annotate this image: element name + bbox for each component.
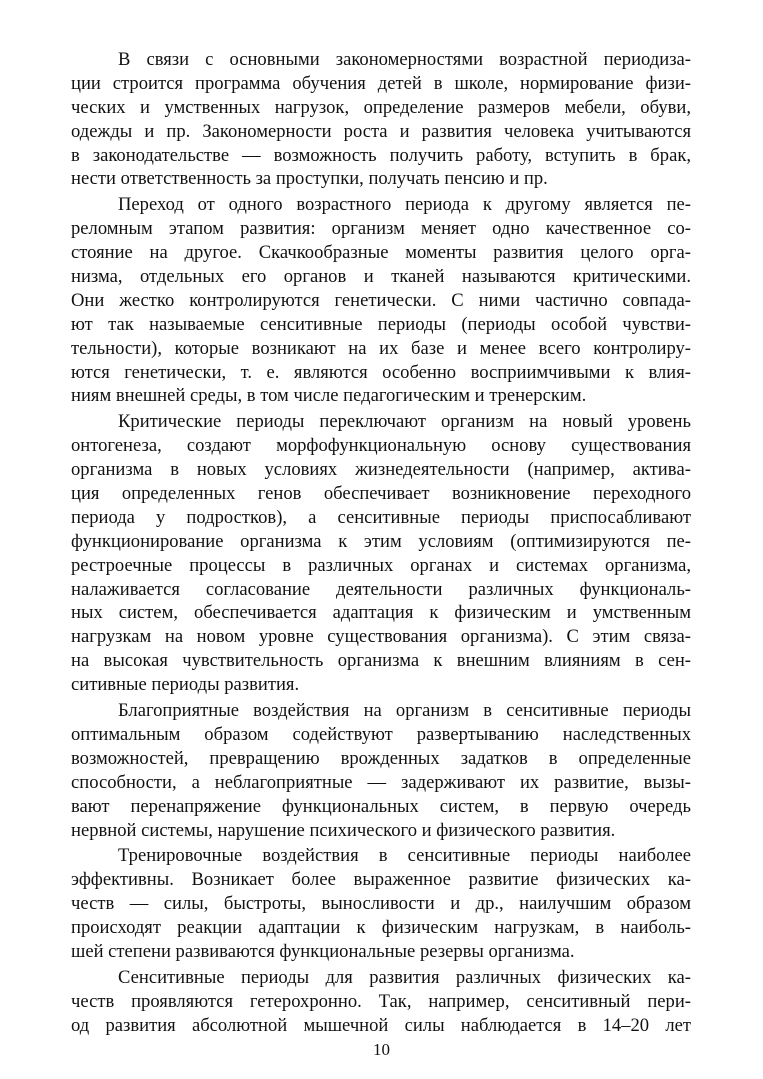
paragraph <box>71 410 691 697</box>
text-line: Сенситивные периоды для развития различных физических ка- <box>118 966 691 988</box>
text-line: ситивные периоды развития. <box>71 674 300 696</box>
text-line: на высокая чувствительность организма к внешним влияниям в сен- <box>71 650 691 672</box>
text-line: рестроечные процессы в различных органах и системах организма, <box>71 554 691 576</box>
text-line: Тренировочные воздействия в сенситивные периоды наиболее <box>118 845 691 867</box>
text-line: тельности), которые возникают на их базе и менее всего контролиру- <box>71 337 691 359</box>
text-line: честв проявляются гетерохронно. Так, например, сенситивный пери- <box>71 990 691 1012</box>
text-line: низма, отдельных его органов и тканей называются критическими. <box>71 266 691 288</box>
paragraph <box>71 844 691 963</box>
text-line: ют так называемые сенситивные периоды (периоды особой чувстви- <box>71 313 691 335</box>
paragraph <box>71 48 691 191</box>
text-line: нервной системы, нарушение психического и физического развития. <box>71 819 616 841</box>
page-number: 10 <box>373 1040 390 1059</box>
text-line: периода у подростков), а сенситивные периоды приспосабливают <box>71 506 691 528</box>
text-line: функционирование организма к этим условиям (оптимизируются пе- <box>71 530 691 552</box>
text-line: Они жестко контролируются генетически. С ними частично совпада- <box>71 289 691 311</box>
text-line: происходят реакции адаптации к физическим нагрузкам, в наиболь- <box>71 917 691 939</box>
text-line: онтогенеза, создают морфофункциональную основу существования <box>71 435 691 457</box>
paragraph <box>71 699 691 842</box>
text-line: честв — силы, быстроты, выносливости и др., наилучшим образом <box>71 893 691 915</box>
text-line: ции строится программа обучения детей в школе, нормирование физи- <box>71 72 691 94</box>
text-line: од развития абсолютной мышечной силы наблюдается в 14–20 лет <box>71 1014 691 1036</box>
text-line: нагрузкам на новом уровне существования организма). С этим связа- <box>71 626 691 648</box>
text-line: стояние на другое. Скачкообразные моменты развития целого орга- <box>71 242 691 264</box>
text-line: способности, а неблагоприятные — задерживают их развитие, вызы- <box>71 771 691 793</box>
text-line: Благоприятные воздействия на организм в сенситивные периоды <box>118 700 691 722</box>
text-line: в законодательстве — возможность получить работу, вступить в брак, <box>71 144 691 166</box>
text-line: организма в новых условиях жизнедеятельности (например, активa- <box>71 459 691 481</box>
text-line: ных систем, обеспечивается адаптация к физическим и умственным <box>71 602 691 624</box>
text-line: вают перенапряжение функциональных систем, в первую очередь <box>71 795 691 817</box>
paragraph <box>71 193 691 408</box>
text-line: Критические периоды переключают организм на новый уровень <box>118 411 691 433</box>
text-line: ются генетически, т. е. являются особенно восприимчивыми к влия- <box>71 361 691 383</box>
text-line: налаживается согласование деятельности различных функциональ- <box>71 578 691 600</box>
text-line: нести ответственность за проступки, получать пенсию и пр. <box>71 168 548 190</box>
text-line: ция определенных генов обеспечивает возникновение переходного <box>71 483 691 505</box>
text-line: ниям внешней среды, в том числе педагогическим и тренерским. <box>71 385 587 407</box>
text-line: одежды и пр. Закономерности роста и развития человека учитываются <box>71 120 691 142</box>
text-line: В связи с основными закономерностями возрастной периодиза- <box>118 49 691 70</box>
text-line: оптимальным образом содействуют развертыванию наследственных <box>71 723 691 745</box>
paragraph <box>71 966 691 1038</box>
text-line: эффективны. Возникает более выраженное развитие физических ка- <box>71 869 691 891</box>
text-line: шей степени развиваются функциональные резервы организма. <box>71 940 575 962</box>
text-line: Переход от одного возрастного периода к другому является пе- <box>118 194 691 216</box>
page-body <box>71 48 691 1038</box>
text-line: возможностей, превращению врожденных задатков в определенные <box>71 747 691 769</box>
text-line: реломным этапом развития: организм меняет одно качественное со- <box>71 218 691 240</box>
text-line: ческих и умственных нагрузок, определение размеров мебели, обуви, <box>71 96 691 118</box>
